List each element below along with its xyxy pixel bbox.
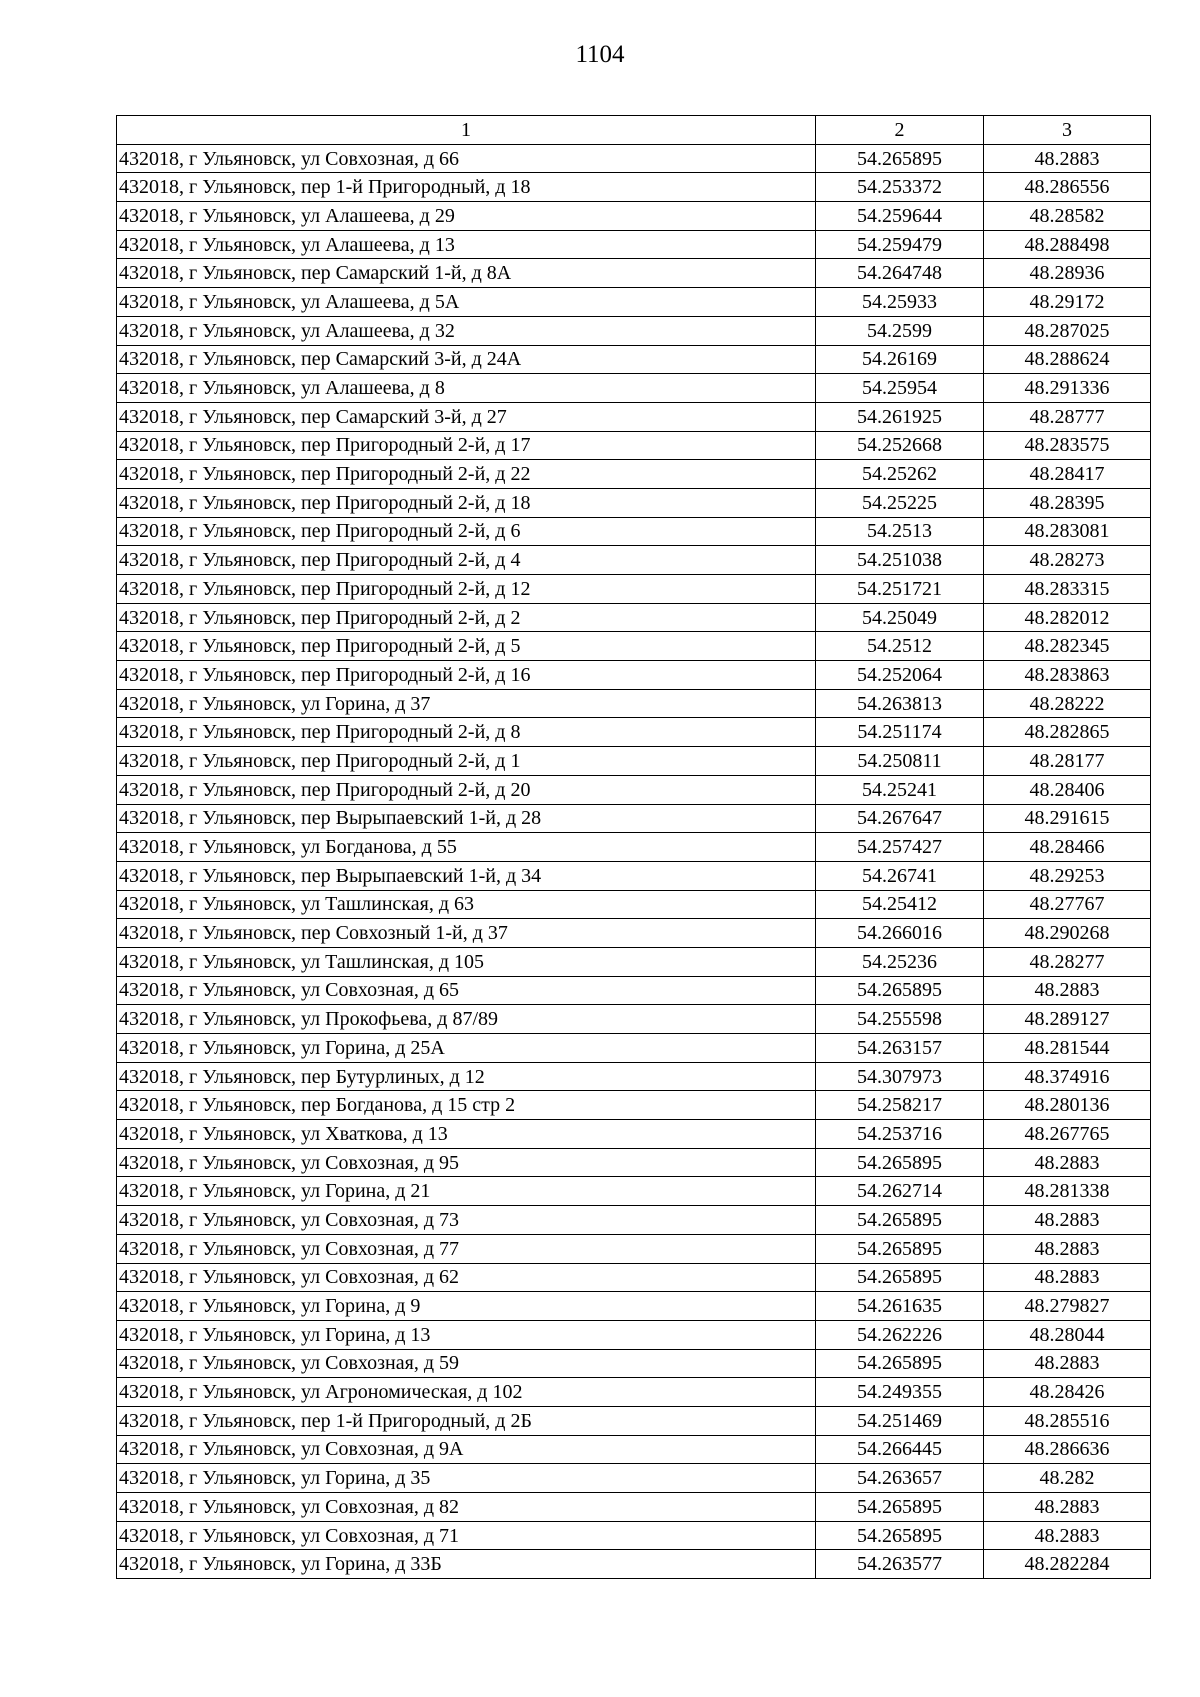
longitude-cell: 48.28417 <box>984 460 1151 489</box>
table-row <box>117 1148 1151 1177</box>
latitude-cell: 54.26169 <box>816 345 984 374</box>
latitude-cell: 54.263577 <box>816 1550 984 1579</box>
address-cell: 432018, г Ульяновск, ул Горина, д 9 <box>117 1292 816 1321</box>
longitude-cell: 48.28582 <box>984 202 1151 231</box>
address-cell: 432018, г Ульяновск, ул Совхозная, д 62 <box>117 1263 816 1292</box>
latitude-cell: 54.251038 <box>816 546 984 575</box>
table-row <box>117 718 1151 747</box>
longitude-cell: 48.28222 <box>984 689 1151 718</box>
table-row <box>117 575 1151 604</box>
address-cell: 432018, г Ульяновск, ул Алашеева, д 29 <box>117 202 816 231</box>
address-cell: 432018, г Ульяновск, ул Совхозная, д 95 <box>117 1148 816 1177</box>
address-cell: 432018, г Ульяновск, пер Пригородный 2-й, д 12 <box>117 575 816 604</box>
longitude-cell: 48.282865 <box>984 718 1151 747</box>
longitude-cell: 48.2883 <box>984 1263 1151 1292</box>
longitude-cell: 48.28395 <box>984 488 1151 517</box>
table-row <box>117 202 1151 231</box>
table-row <box>117 144 1151 173</box>
address-cell: 432018, г Ульяновск, ул Совхозная, д 59 <box>117 1349 816 1378</box>
address-cell: 432018, г Ульяновск, пер Самарский 1-й, д 8А <box>117 259 816 288</box>
table-row <box>117 1406 1151 1435</box>
latitude-cell: 54.26741 <box>816 861 984 890</box>
address-cell: 432018, г Ульяновск, пер Пригородный 2-й, д 8 <box>117 718 816 747</box>
table-row <box>117 488 1151 517</box>
latitude-cell: 54.25933 <box>816 288 984 317</box>
latitude-cell: 54.265895 <box>816 976 984 1005</box>
address-cell: 432018, г Ульяновск, ул Алашеева, д 8 <box>117 374 816 403</box>
column-header-3: 3 <box>984 116 1151 145</box>
table-row <box>117 1292 1151 1321</box>
latitude-cell: 54.25241 <box>816 775 984 804</box>
longitude-cell: 48.29172 <box>984 288 1151 317</box>
longitude-cell: 48.287025 <box>984 316 1151 345</box>
table-row <box>117 1464 1151 1493</box>
latitude-cell: 54.250811 <box>816 747 984 776</box>
table-row <box>117 173 1151 202</box>
longitude-cell: 48.282345 <box>984 632 1151 661</box>
table-row <box>117 603 1151 632</box>
longitude-cell: 48.279827 <box>984 1292 1151 1321</box>
address-cell: 432018, г Ульяновск, ул Совхозная, д 65 <box>117 976 816 1005</box>
longitude-cell: 48.282 <box>984 1464 1151 1493</box>
address-cell: 432018, г Ульяновск, пер Вырыпаевский 1-й, д 34 <box>117 861 816 890</box>
address-cell: 432018, г Ульяновск, пер Богданова, д 15 стр 2 <box>117 1091 816 1120</box>
latitude-cell: 54.307973 <box>816 1062 984 1091</box>
latitude-cell: 54.265895 <box>816 144 984 173</box>
latitude-cell: 54.261635 <box>816 1292 984 1321</box>
longitude-cell: 48.283081 <box>984 517 1151 546</box>
address-cell: 432018, г Ульяновск, ул Прокофьева, д 87/89 <box>117 1005 816 1034</box>
longitude-cell: 48.28936 <box>984 259 1151 288</box>
latitude-cell: 54.258217 <box>816 1091 984 1120</box>
table-row <box>117 747 1151 776</box>
longitude-cell: 48.28426 <box>984 1378 1151 1407</box>
latitude-cell: 54.262226 <box>816 1320 984 1349</box>
address-cell: 432018, г Ульяновск, пер Пригородный 2-й, д 20 <box>117 775 816 804</box>
latitude-cell: 54.266016 <box>816 919 984 948</box>
table-body <box>117 144 1151 1578</box>
address-cell: 432018, г Ульяновск, пер Пригородный 2-й, д 1 <box>117 747 816 776</box>
longitude-cell: 48.282012 <box>984 603 1151 632</box>
latitude-cell: 54.263813 <box>816 689 984 718</box>
table-row <box>117 1091 1151 1120</box>
longitude-cell: 48.2883 <box>984 976 1151 1005</box>
address-cell: 432018, г Ульяновск, пер 1-й Пригородный, д 2Б <box>117 1406 816 1435</box>
table-row <box>117 1550 1151 1579</box>
longitude-cell: 48.288624 <box>984 345 1151 374</box>
table-row <box>117 288 1151 317</box>
table-row <box>117 1005 1151 1034</box>
address-cell: 432018, г Ульяновск, ул Горина, д 21 <box>117 1177 816 1206</box>
latitude-cell: 54.25262 <box>816 460 984 489</box>
table-row <box>117 230 1151 259</box>
table-row <box>117 1521 1151 1550</box>
address-cell: 432018, г Ульяновск, ул Совхозная, д 71 <box>117 1521 816 1550</box>
address-cell: 432018, г Ульяновск, пер Пригородный 2-й, д 17 <box>117 431 816 460</box>
table-row <box>117 1493 1151 1522</box>
address-cell: 432018, г Ульяновск, ул Алашеева, д 32 <box>117 316 816 345</box>
table-row <box>117 890 1151 919</box>
table-row <box>117 632 1151 661</box>
latitude-cell: 54.263657 <box>816 1464 984 1493</box>
table-row <box>117 1263 1151 1292</box>
latitude-cell: 54.252064 <box>816 661 984 690</box>
longitude-cell: 48.2883 <box>984 1349 1151 1378</box>
address-cell: 432018, г Ульяновск, ул Хваткова, д 13 <box>117 1120 816 1149</box>
longitude-cell: 48.280136 <box>984 1091 1151 1120</box>
latitude-cell: 54.265895 <box>816 1206 984 1235</box>
table-row <box>117 259 1151 288</box>
latitude-cell: 54.266445 <box>816 1435 984 1464</box>
address-cell: 432018, г Ульяновск, пер Пригородный 2-й, д 18 <box>117 488 816 517</box>
address-cell: 432018, г Ульяновск, ул Горина, д 25А <box>117 1034 816 1063</box>
longitude-cell: 48.282284 <box>984 1550 1151 1579</box>
address-cell: 432018, г Ульяновск, ул Алашеева, д 5А <box>117 288 816 317</box>
table-row <box>117 1177 1151 1206</box>
table-row <box>117 402 1151 431</box>
latitude-cell: 54.259644 <box>816 202 984 231</box>
column-header-1: 1 <box>117 116 816 145</box>
address-cell: 432018, г Ульяновск, пер Бутурлиных, д 12 <box>117 1062 816 1091</box>
address-cell: 432018, г Ульяновск, ул Совхозная, д 9А <box>117 1435 816 1464</box>
address-cell: 432018, г Ульяновск, ул Алашеева, д 13 <box>117 230 816 259</box>
address-cell: 432018, г Ульяновск, пер Пригородный 2-й, д 22 <box>117 460 816 489</box>
latitude-cell: 54.265895 <box>816 1263 984 1292</box>
latitude-cell: 54.265895 <box>816 1349 984 1378</box>
longitude-cell: 48.283575 <box>984 431 1151 460</box>
longitude-cell: 48.2883 <box>984 1206 1151 1235</box>
latitude-cell: 54.2599 <box>816 316 984 345</box>
latitude-cell: 54.25236 <box>816 947 984 976</box>
longitude-cell: 48.2883 <box>984 1234 1151 1263</box>
table-row <box>117 546 1151 575</box>
table-row <box>117 517 1151 546</box>
longitude-cell: 48.28177 <box>984 747 1151 776</box>
longitude-cell: 48.288498 <box>984 230 1151 259</box>
address-cell: 432018, г Ульяновск, ул Совхозная, д 66 <box>117 144 816 173</box>
latitude-cell: 54.25225 <box>816 488 984 517</box>
latitude-cell: 54.253372 <box>816 173 984 202</box>
latitude-cell: 54.265895 <box>816 1148 984 1177</box>
address-cell: 432018, г Ульяновск, пер Самарский 3-й, д 27 <box>117 402 816 431</box>
address-cell: 432018, г Ульяновск, ул Совхозная, д 73 <box>117 1206 816 1235</box>
address-cell: 432018, г Ульяновск, ул Горина, д 33Б <box>117 1550 816 1579</box>
latitude-cell: 54.251174 <box>816 718 984 747</box>
table-row <box>117 431 1151 460</box>
longitude-cell: 48.28044 <box>984 1320 1151 1349</box>
table-row <box>117 460 1151 489</box>
longitude-cell: 48.290268 <box>984 919 1151 948</box>
table-row <box>117 804 1151 833</box>
table-row <box>117 689 1151 718</box>
longitude-cell: 48.28273 <box>984 546 1151 575</box>
address-cell: 432018, г Ульяновск, пер Самарский 3-й, д 24А <box>117 345 816 374</box>
address-cell: 432018, г Ульяновск, ул Ташлинская, д 105 <box>117 947 816 976</box>
table-row <box>117 316 1151 345</box>
latitude-cell: 54.262714 <box>816 1177 984 1206</box>
longitude-cell: 48.2883 <box>984 1148 1151 1177</box>
latitude-cell: 54.265895 <box>816 1234 984 1263</box>
longitude-cell: 48.28277 <box>984 947 1151 976</box>
latitude-cell: 54.249355 <box>816 1378 984 1407</box>
table-row <box>117 833 1151 862</box>
latitude-cell: 54.251469 <box>816 1406 984 1435</box>
table-row <box>117 861 1151 890</box>
latitude-cell: 54.264748 <box>816 259 984 288</box>
address-cell: 432018, г Ульяновск, ул Горина, д 37 <box>117 689 816 718</box>
table-row <box>117 1034 1151 1063</box>
longitude-cell: 48.281338 <box>984 1177 1151 1206</box>
latitude-cell: 54.2513 <box>816 517 984 546</box>
latitude-cell: 54.255598 <box>816 1005 984 1034</box>
latitude-cell: 54.263157 <box>816 1034 984 1063</box>
longitude-cell: 48.286636 <box>984 1435 1151 1464</box>
address-cell: 432018, г Ульяновск, пер Вырыпаевский 1-й, д 28 <box>117 804 816 833</box>
longitude-cell: 48.291336 <box>984 374 1151 403</box>
table-header-row <box>117 116 1151 145</box>
table-row <box>117 374 1151 403</box>
longitude-cell: 48.283863 <box>984 661 1151 690</box>
latitude-cell: 54.251721 <box>816 575 984 604</box>
column-header-2: 2 <box>816 116 984 145</box>
longitude-cell: 48.289127 <box>984 1005 1151 1034</box>
page-number: 1104 <box>575 41 625 68</box>
latitude-cell: 54.253716 <box>816 1120 984 1149</box>
longitude-cell: 48.2883 <box>984 1493 1151 1522</box>
longitude-cell: 48.374916 <box>984 1062 1151 1091</box>
address-cell: 432018, г Ульяновск, ул Богданова, д 55 <box>117 833 816 862</box>
address-cell: 432018, г Ульяновск, ул Совхозная, д 82 <box>117 1493 816 1522</box>
table-row <box>117 947 1151 976</box>
address-table <box>116 115 1151 1579</box>
latitude-cell: 54.259479 <box>816 230 984 259</box>
latitude-cell: 54.257427 <box>816 833 984 862</box>
longitude-cell: 48.2883 <box>984 1521 1151 1550</box>
address-cell: 432018, г Ульяновск, ул Агрономическая, д 102 <box>117 1378 816 1407</box>
address-cell: 432018, г Ульяновск, пер Пригородный 2-й, д 5 <box>117 632 816 661</box>
table-row <box>117 976 1151 1005</box>
table-row <box>117 1234 1151 1263</box>
longitude-cell: 48.28777 <box>984 402 1151 431</box>
table-row <box>117 1120 1151 1149</box>
address-cell: 432018, г Ульяновск, пер Пригородный 2-й, д 2 <box>117 603 816 632</box>
table-row <box>117 1206 1151 1235</box>
longitude-cell: 48.291615 <box>984 804 1151 833</box>
address-cell: 432018, г Ульяновск, пер Пригородный 2-й, д 4 <box>117 546 816 575</box>
table-row <box>117 661 1151 690</box>
table-row <box>117 919 1151 948</box>
longitude-cell: 48.281544 <box>984 1034 1151 1063</box>
latitude-cell: 54.25049 <box>816 603 984 632</box>
address-cell: 432018, г Ульяновск, пер Совхозный 1-й, д 37 <box>117 919 816 948</box>
longitude-cell: 48.28406 <box>984 775 1151 804</box>
address-cell: 432018, г Ульяновск, пер Пригородный 2-й, д 16 <box>117 661 816 690</box>
longitude-cell: 48.283315 <box>984 575 1151 604</box>
table-row <box>117 1349 1151 1378</box>
longitude-cell: 48.27767 <box>984 890 1151 919</box>
latitude-cell: 54.25954 <box>816 374 984 403</box>
address-cell: 432018, г Ульяновск, ул Ташлинская, д 63 <box>117 890 816 919</box>
table-row <box>117 1435 1151 1464</box>
table-row <box>117 1062 1151 1091</box>
longitude-cell: 48.285516 <box>984 1406 1151 1435</box>
longitude-cell: 48.286556 <box>984 173 1151 202</box>
address-cell: 432018, г Ульяновск, ул Горина, д 13 <box>117 1320 816 1349</box>
address-cell: 432018, г Ульяновск, пер Пригородный 2-й, д 6 <box>117 517 816 546</box>
longitude-cell: 48.2883 <box>984 144 1151 173</box>
table-row <box>117 775 1151 804</box>
latitude-cell: 54.265895 <box>816 1521 984 1550</box>
table-row <box>117 1320 1151 1349</box>
latitude-cell: 54.267647 <box>816 804 984 833</box>
table-row <box>117 1378 1151 1407</box>
latitude-cell: 54.261925 <box>816 402 984 431</box>
address-cell: 432018, г Ульяновск, пер 1-й Пригородный, д 18 <box>117 173 816 202</box>
latitude-cell: 54.2512 <box>816 632 984 661</box>
longitude-cell: 48.267765 <box>984 1120 1151 1149</box>
longitude-cell: 48.29253 <box>984 861 1151 890</box>
latitude-cell: 54.252668 <box>816 431 984 460</box>
longitude-cell: 48.28466 <box>984 833 1151 862</box>
address-cell: 432018, г Ульяновск, ул Совхозная, д 77 <box>117 1234 816 1263</box>
latitude-cell: 54.25412 <box>816 890 984 919</box>
address-cell: 432018, г Ульяновск, ул Горина, д 35 <box>117 1464 816 1493</box>
table-row <box>117 345 1151 374</box>
latitude-cell: 54.265895 <box>816 1493 984 1522</box>
